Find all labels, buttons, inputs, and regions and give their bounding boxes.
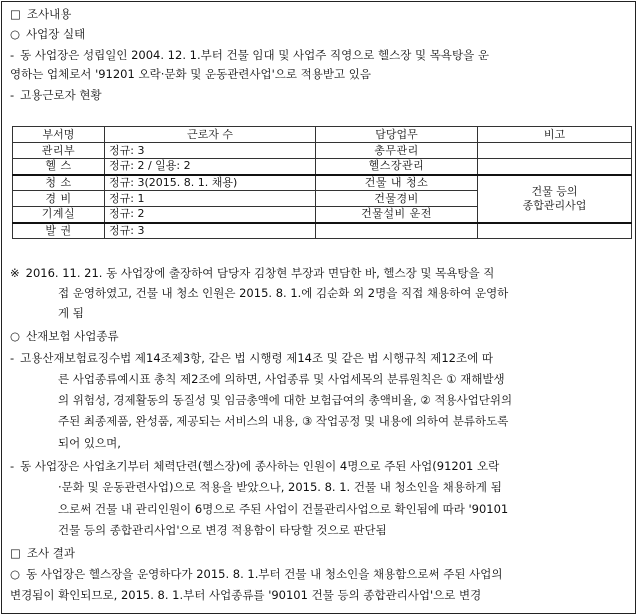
insurance-paragraph-2: - 동 사업장은 사업초기부터 체력단련(헬스장)에 종사하는 인원이 4명으로 주된 사업(91201 오락 xyxy=(10,457,499,476)
square-marker: □ xyxy=(10,7,21,21)
table-row: 관리부 정규: 3 총무관리 xyxy=(13,143,632,159)
circle-marker: ○ xyxy=(10,329,21,343)
subsection-heading-site: ○ 사업장 실태 xyxy=(10,25,85,44)
table-row: 경 비 정규: 1 건물경비 xyxy=(13,191,632,207)
note-line3: 게 됨 xyxy=(58,306,84,320)
site-paragraph: - 동 사업장은 성립일인 2004. 12. 1.부터 건물 임대 및 사업주 직영으로 헬스장 및 목욕탕을 운 xyxy=(10,46,489,65)
note-line2: 접 운영하였고, 건물 내 청소 인원은 2015. 8. 1.에 김순화 외 2명을 직접 채용하여 운영하 xyxy=(58,286,509,300)
table-row: 청 소 정규: 3(2015. 8. 1. 채용) 건물 내 청소 건물 등의 종합관리사업 xyxy=(13,175,632,191)
section-heading-result: □ 조사 결과 xyxy=(10,544,75,563)
square-marker: □ xyxy=(10,546,21,560)
circle-marker: ○ xyxy=(10,27,21,41)
subsection-heading-insurance: ○ 산재보험 사업종류 xyxy=(10,327,119,346)
table-header: 담당업무 xyxy=(316,127,478,143)
table-row: 헬 스 정규: 2 / 일용: 2 헬스장관리 xyxy=(13,159,632,175)
table-header: 근로자 수 xyxy=(105,127,316,143)
table-header-row xyxy=(13,127,632,143)
dash-marker: - xyxy=(10,459,15,473)
dash-marker: - xyxy=(10,351,15,365)
employee-table xyxy=(12,126,632,239)
circle-marker: ○ xyxy=(10,567,21,581)
note-paragraph: ※ 2016. 11. 21. 동 사업장에 출장하여 담당자 김창현 부장과 면담한 바, 헬스장 및 목욕탕을 직 xyxy=(10,264,494,283)
dash-marker: - xyxy=(10,88,15,102)
insurance-paragraph-1: - 고용산재보험료징수법 제14조제3항, 같은 법 시행령 제14조 및 같은 법 시행규칙 제12조에 따 xyxy=(10,349,493,368)
employee-status-heading: - 고용근로자 현황 xyxy=(10,86,102,105)
document-frame: □ 조사내용 ○ 사업장 실태 - 동 사업장은 성립일인 2004. 12. 1.부터 건물 임대 및 사업주 직영으로 헬스장 및 목욕탕을 운 영하는 업체로서 '91201 오락·문화 및 운동관련사업'으로 적용받고 있음 - 고용근로자 현황 부서명 근로자 수 담당업무 비고 관리부 정규: 3 총무관리 헬 스 정규: 2 / 일용: 2 헬스장관리 청 소 정규: 3(2015. 8. 1. 채용) 건물 내 청소 건물 등의 종합관리사업 경 비 정규: 1 건물경비 기계실 정규: 2 건물설비 운전 발 권 정규: 3 ※ 2016. 11. 21. 동 사업장에 출장하여 담당자 김창현 부장과 면담한 바, 헬스장 및 목욕탕을 직 접 운영하였고, 건물 내 청소 인원은 2015. 8. 1.에 김순화 외 2명을 직접 채용하여 운영하 게 됨 ○ 산재보험 사업종류 - 고용산재보험료징수법 제14조제3항, 같은 법 시행령 제14조 및 같은 법 시행규칙 제12조에 따 른 사업종류예시표 총칙 제2조에 의하면, 사업종류 및 사업세목의 분류원칙은 ① 재해발생 의 위험성, 경제활동의 동질성 및 임금총액에 대한 보험급여의 총액비율, ② 적용사업단위의 주된 최종제품, 완성품, 제공되는 서비스의 내용, ③ 작업공정 및 내용에 의하여 분류하도록 되어 있으며, - 동 사업장은 사업초기부터 체력단련(헬스장)에 종사하는 인원이 4명으로 주된 사업(91201 오락 ·문화 및 운동관련사업)으로 적용을 받았으나, 2015. 8. 1. 건물 내 청소인을 채용하게 됨 으로써 건물 내 관리인원이 6명으로 주된 사업이 건물관리사업으로 확인됨에 따라 '90101 건물 등의 종합관리사업'으로 변경 적용함이 타당할 것으로 판단됨 □ 조사 결과 ○ 동 사업장은 헬스장을 운영하다가 2015. 8. 1.부터 건물 내 청소인을 채용함으로써 주된 사업의 변경됨이 확인되므로, 2015. 8. 1.부터 사업종류를 '90101 건물 등의 종합관리사업'으로 변경 xyxy=(1,1,636,614)
table-header: 부서명 xyxy=(13,127,105,143)
result-paragraph: ○ 동 사업장은 헬스장을 운영하다가 2015. 8. 1.부터 건물 내 청소인을 채용함으로써 주된 사업의 xyxy=(10,565,502,584)
result-line2: 변경됨이 확인되므로, 2015. 8. 1.부터 사업종류를 '90101 건물 등의 종합관리사업'으로 변경 xyxy=(10,588,482,602)
table-row: 기계실 정규: 2 건물설비 운전 xyxy=(13,207,632,223)
section-heading-investigation: □ 조사내용 xyxy=(10,5,71,24)
dash-marker: - xyxy=(10,48,15,62)
table-row: 발 권 정규: 3 xyxy=(13,223,632,239)
site-paragraph-line2: 영하는 업체로서 '91201 오락·문화 및 운동관련사업'으로 적용받고 있음 xyxy=(10,67,371,81)
table-header: 비고 xyxy=(478,127,632,143)
remark-cell: 건물 등의 종합관리사업 xyxy=(478,175,632,223)
note-marker: ※ xyxy=(10,266,20,280)
